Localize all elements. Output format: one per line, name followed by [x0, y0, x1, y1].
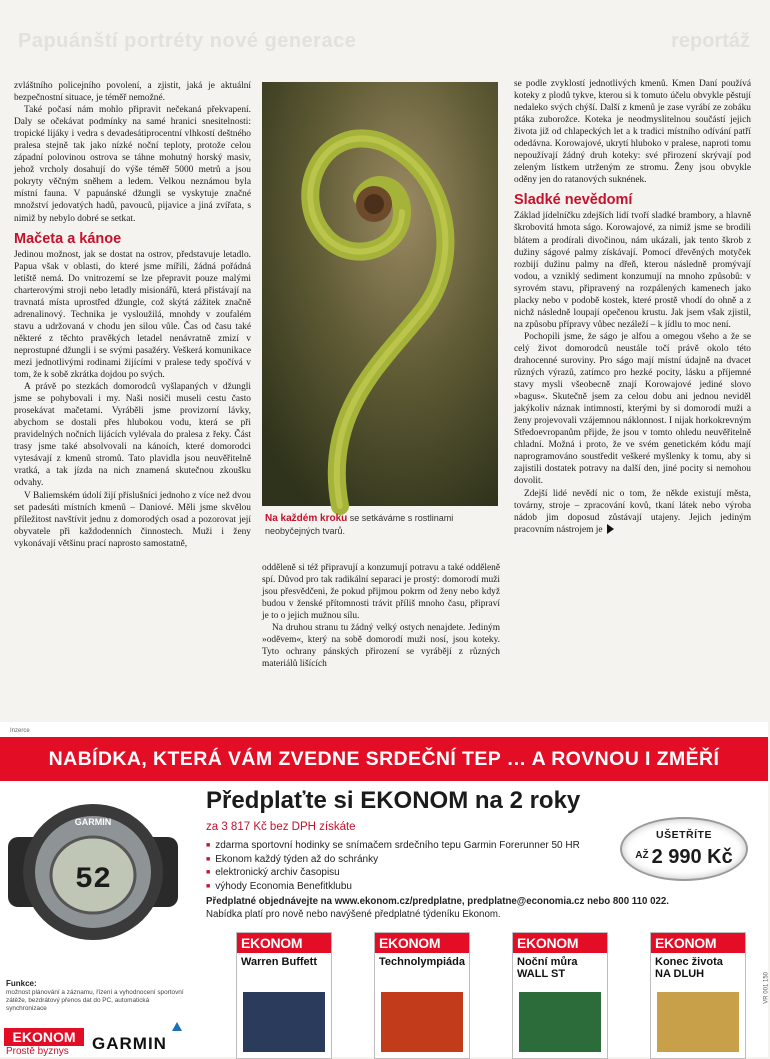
ad-code: VR 001 150: [764, 972, 770, 1004]
running-head-left: Papuánští portréty nové generace: [18, 30, 357, 52]
running-head: [8, 24, 760, 60]
watch-display: 52: [74, 863, 112, 897]
order-note: Nabídka platí pro nově nebo navýšené předplatné týdeníku Ekonom.: [206, 908, 501, 920]
magazine-cover: [512, 932, 608, 1059]
cover-headline: Technolympiáda: [379, 956, 465, 968]
paragraph: Zdejší lidé nevědí nic o tom, že někde existují města, továrny, stroje – zpracování kovů, tkaní látek nebo výroba nádob jim doposud zůstávají utajeny. Jejich jediným pracovním nástrojem je: [514, 488, 751, 535]
ad-subtitle: za 3 817 Kč bez DPH získáte: [206, 821, 356, 833]
cover-masthead: EKONOM: [513, 933, 607, 953]
garmin-logo: GARMIN: [92, 1034, 167, 1053]
savings-badge: [620, 817, 748, 881]
paragraph: Základ jídelníčku zdejších lidí tvoří sladké brambory, a hlavně škrobovitá hmota ságo. Korowajové, za nimiž jsme se brodili blátem a prodírali divočinou, nám ukázali, jak tento škrob z dužiny ságové palmy získávají. Pomocí dřevěných motyček rozbijí dužinu palmy na dřeň, kterou následně promývají vodou, a vzniklý sediment konzumují na mnoho způsobů: v syrovém stavu, připravený na rozpálených kamenech jako placky nebo v podobě kostek, které prostě vhodí do ohně a z nichž následně loupají opečenou krustu. Jak jsem však zjistil, na způsobu přípravy vůbec nezáleží – k jídlu to moc není.: [514, 211, 751, 330]
paragraph: se podle zvyklostí jednotlivých kmenů. Kmen Daní používá koteky z plodů tykve, kterou si k tomuto účelu obvykle pěstují nedaleko svých chýší. Další z kmenů je zase vyrábí ze zobáku ptáka zuborožce. Koteka je neodmyslitelnou součástí jejich života již od chlapeckých let a k tradici místního odívání patří odedávna. Korowajové, ukrytí hluboko v pralese, naproti tomu nepoužívají žádný druh koteky: své přirození skrývají pod zeleným lístkem utrženým ze stromu. Ženy jsou obvykle oděny jen do ratanových suknének.: [514, 79, 751, 186]
features-title: Funkce:: [6, 979, 37, 988]
paragraph: Pochopili jsme, že ságo je alfou a omegou všeho a že se celý život domorodců neustále točí právě okolo této drahocenné suroviny. Pro ságo mají místní údajně na dvacet různých výrazů, zatímco pro hezké pocity, lásku a příjemné stavy mysli všeobecně znají Korowajové jediné slovo »bagus«. Skutečně jsem za celou dobu ani jednou neviděl jakýkoliv náznak intimností, kterými by si domorodí muži a ženy projevovali vzájemnou náklonnost. I nijak horkokrevným Středoevropanům přijde, že jsou v tomto ohledu neuvěřitelně chladní. Možná i proto, že ve svém genetickém kódu mají naprogramováno soustředit veškeré myšlenky k tomu, aby si zajistili dostatek potravy na další den, jiné pocity si nemohou dovolit.: [514, 331, 751, 487]
continue-arrow-icon: [607, 524, 614, 534]
caption-highlight: Na každém kroku: [265, 513, 348, 524]
order-contacts[interactable]: www.ekonom.cz/predplatne, predplatne@economia.cz nebo 800 110 022.: [334, 896, 669, 907]
photo-caption: [265, 512, 500, 537]
garmin-watch-image: [8, 797, 178, 947]
magazine-cover: [236, 932, 332, 1059]
magazine-cover: [650, 932, 746, 1059]
ad-title: Předplaťte si EKONOM na 2 roky: [206, 787, 581, 814]
garmin-triangle-icon: [172, 1022, 182, 1031]
magazine-covers: [236, 932, 756, 1057]
paragraph: odděleně si též připravují a konzumují potravu a také odděleně spí. Důvod pro tak radikální separaci je prostý: domorodí muži jsou přesvědčeni, že pokud přijmou pokrm od ženy nebo když budou v ženské přítomnosti trávit příliš mnoho času, připraví je to o jejich mužnou sílu.: [262, 563, 500, 622]
cover-masthead: EKONOM: [237, 933, 331, 953]
features-text: možnost plánování a záznamu, řízení a vyhodnocení sportovní zátěže, bezdrátový přenos dat do PC, automatická synchronizace: [6, 989, 184, 1012]
cover-headline: Konec života NA DLUH: [655, 956, 723, 980]
ekonom-logo: EKONOM: [4, 1028, 84, 1046]
watch-features: [6, 980, 186, 1013]
list-item: ■ výhody Economia Benefitklubu: [206, 880, 580, 894]
paragraph: V Baliemském údolí žijí příslušníci jednoho z více než dvou set padesáti místních kmenů – Daniové. Měli jsme skvělou příležitost navštívit jednu z domorodých osad a pozorovat její obyvatele při každodenních činnostech. Muži i ženy vykonávají většinu prací naprosto samostatně,: [14, 490, 251, 549]
section-heading: Mačeta a kánoe: [14, 230, 122, 247]
ad-label: Inzerce: [10, 728, 30, 734]
cover-headline: Warren Buffett: [241, 956, 317, 968]
paragraph: Také počasí nám mohlo připravit nečekaná překvapení. Daly se očekávat podmínky na samé hranici snesitelnosti: tropické lijáky i vedra s devadesátiprocentní vlhkostí deštného pralesa stejně tak jako nízké noční teploty, protože celou západní polovinou ostrova se táhne mohutný horský masiv, jehož vrcholy dosahují do výše téměř 5000 metrů a jsou pokryty věčným sněhem a ledem. Velkou neznámou byla místní fauna. V papuánské džungli se vyskytuje značné množství jedovatých hadů, pavouců, pijavice a jiná zvířata, s nimiž by nebylo dobré se setkat.: [14, 105, 251, 224]
text-column-1: [14, 80, 251, 700]
cover-masthead: EKONOM: [651, 933, 745, 953]
paragraph: Jedinou možnost, jak se dostat na ostrov, představuje letadlo. Papua však v oblasti, do které jsme mířili, žádná pořádná letiště nemá. Do vnitrozemí se lze přepravit pouze malými charterovými stroji nebo letadly misionářů, která přistávají na travnatá místa uprostřed džungle, což skýtá zážitek značně adrenalinový. Technika je vysloužilá, mnohdy v zoufalém stavu a udržovaná v chodu jen silou vůle. Čas od času také některé z těchto pravěkých letadel nenávratně zmizí v neprostupné džungli i se svými pasažéry. Veškerá komunikace mezi jednotlivými rodinami žijícími v pralese tedy spočívá v tom, že k sobě zkrátka dojdou po svých.: [14, 249, 251, 381]
ad-banner: NABÍDKA, KTERÁ VÁM ZVEDNE SRDEČNÍ TEP … A ROVNOU I ZMĚŘÍ: [0, 737, 768, 781]
fern-spiral-image: [262, 82, 498, 506]
list-item: ■ elektronický archiv časopisu: [206, 866, 580, 880]
caption-text: se setkáváme s rostlinami neobyčejných tvarů.: [265, 513, 454, 536]
savings-amount: 2 990 Kč: [651, 846, 733, 868]
running-head-right: reportáž: [671, 30, 750, 52]
list-item: ■ Ekonom každý týden až do schránky: [206, 853, 580, 867]
savings-prefix: AŽ: [635, 850, 649, 861]
magazine-cover: [374, 932, 470, 1059]
cover-headline: Noční můra WALL ST: [517, 956, 578, 980]
cover-masthead: EKONOM: [375, 933, 469, 953]
list-item: ■ zdarma sportovní hodinky se snímačem srdečního tepu Garmin Forerunner 50 HR: [206, 839, 580, 853]
order-lead: Předplatné objednávejte na: [206, 896, 332, 907]
ad-benefits-list: [206, 839, 580, 893]
watch-brand: GARMIN: [74, 817, 112, 827]
fern-photo: [262, 82, 498, 506]
paragraph: A právě po stezkách domorodců vyšlapaných v džungli jsme se pohybovali i my. Naši nosiči museli cestu často prosekávat mačetami. Vyráběli jsme provizorní lávky, abychom se dostali přes hlubokou vodu, která se při pravidelných nočních lijácích vylévala do pralesa z řeky. Část trasy jsme také absolvovali na kánoích, které domorodci vytesávají z kmenů stromů. Tato plavidla jsou neuvěřitelně vratká, a tak jízda na nich znamená skutečnou zkoušku odvahy.: [14, 382, 251, 489]
section-heading: Sladké nevědomí: [514, 192, 633, 209]
paragraph: zvláštního policejního povolení, a zjistit, jaká je aktuální bezpečnostní situace, je téměř nemožné.: [14, 81, 251, 104]
savings-label: UŠETŘÍTE: [656, 829, 712, 841]
paragraph: Na druhou stranu tu žádný velký ostych nenajdete. Jediným »oděvem«, který na sobě domorodí muži nosí, jsou koteky. Tyto ochrany pánských přirození se vyrábějí z různých materiálů lišících: [262, 623, 500, 670]
advertisement: [0, 722, 768, 1057]
text-column-2: [262, 562, 500, 702]
ekonom-tagline: Prostě byznys: [6, 1046, 69, 1057]
order-info: [206, 896, 746, 921]
text-column-3: [514, 78, 751, 700]
